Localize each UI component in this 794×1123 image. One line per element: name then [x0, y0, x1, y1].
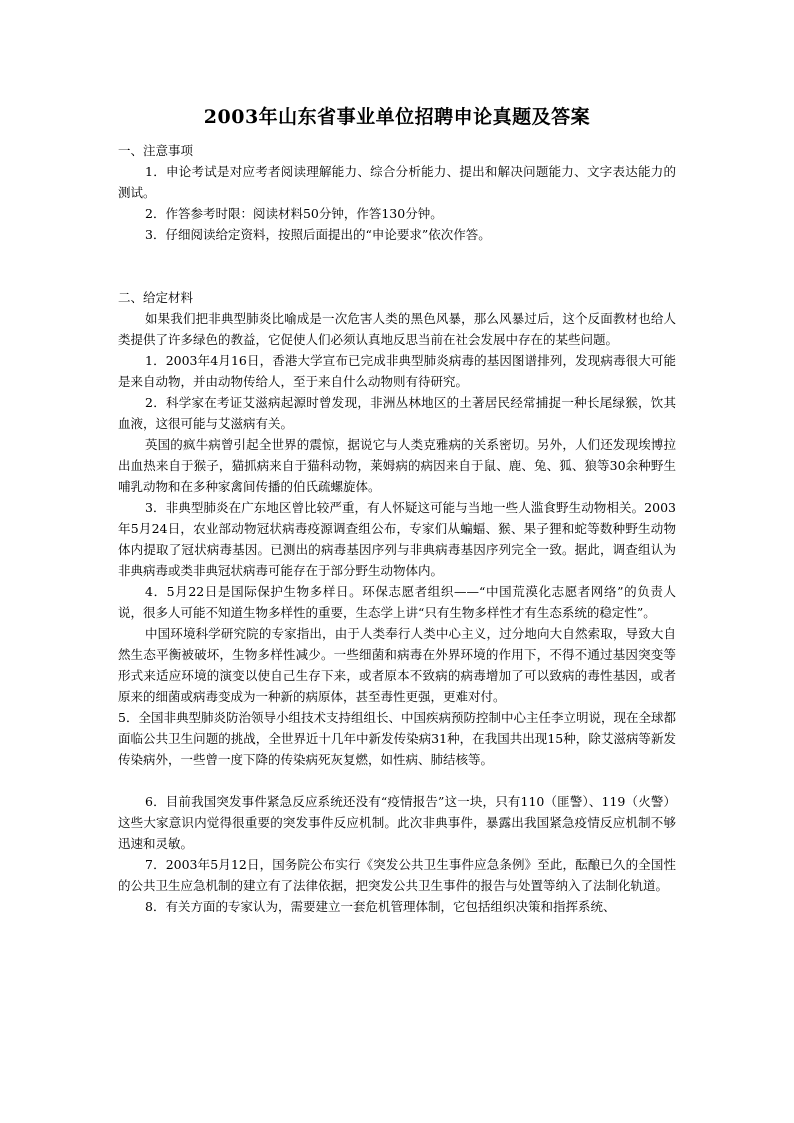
spacer	[118, 245, 676, 287]
document-title: 2003年山东省事业单位招聘申论真题及答案	[203, 106, 591, 128]
material-paragraph: 4．5月22日是国际保护生物多样日。环保志愿者组织——“中国荒漠化志愿者网络”的负责人说，很多人可能不知道生物多样性的重要，生态学上讲“只有生物多样性才有生态系统的稳定性”。	[118, 584, 676, 620]
material-paragraph: 3．非典型肺炎在广东地区曾比较严重，有人怀疑这可能与当地一些人滥食野生动物相关。2003年5月24日，农业部动物冠状病毒疫源调查组公布，专家们从蝙蝠、猴、果子狸和蛇等数种野生动物体内提取了冠状病毒基因。已测出的病毒基因序列与非典病毒基因序列完全一致。据此，调查组认为非典病毒或类非典冠状病毒可能存在于部分野生动物体内。	[118, 500, 676, 578]
note-item: 2．作答参考时限：阅读材料50分钟，作答130分钟。	[145, 206, 443, 221]
note-item: 3．仔细阅读给定资料，按照后面提出的“申论要求”依次作答。	[145, 227, 491, 242]
material-paragraph: 中国环境科学研究院的专家指出，由于人类奉行人类中心主义，过分地向大自然索取，导致大自然生态平衡被破坏，生物多样性减少。一些细菌和病毒在外界环境的作用下，不得不通过基因突变等形式来适应环境的演变以使自己生存下来，或者原本不致病的病毒增加了可以致病的毒性基因，或者原来的细菌或病毒变成为一种新的病原体，甚至毒性更强，更难对付。	[118, 626, 676, 704]
note-item: 1．申论考试是对应考者阅读理解能力、综合分析能力、提出和解决问题能力、文字表达能力的测试。	[118, 164, 676, 200]
material-paragraph: 英国的疯牛病曾引起全世界的震惊，据说它与人类克雅病的关系密切。另外，人们还发现埃博拉出血热来自于猴子，猫抓病来自于猫科动物，莱姆病的病因来自于鼠、鹿、兔、狐、狼等30余种野生哺乳动物和在多种家禽间传播的伯氏疏螺旋体。	[118, 437, 676, 494]
material-paragraph: 如果我们把非典型肺炎比喻成是一次危害人类的黑色风暴，那么风暴过后，这个反面教材也给人类提供了许多绿色的教益，它促使人们必须认真地反思当前在社会发展中存在的某些问题。	[118, 311, 676, 347]
material-paragraph: 6．目前我国突发事件紧急反应系统还没有“疫情报告”这一块，只有110（匪警）、119（火警）这些大家意识内觉得很重要的突发事件反应机制。此次非典事件，暴露出我国紧急疫情反应机制不够迅速和灵敏。	[118, 794, 676, 851]
material-paragraph: 1．2003年4月16日，香港大学宣布已完成非典型肺炎病毒的基因图谱排列，发现病毒很大可能是来自动物，并由动物传给人，至于来自什么动物则有待研究。	[118, 353, 676, 389]
material-paragraph: 8．有关方面的专家认为，需要建立一套危机管理体制，它包括组织决策和指挥系统、	[145, 899, 616, 914]
section-heading-notes: 一、注意事项	[118, 143, 194, 158]
document-body	[118, 140, 676, 917]
section-heading-materials: 二、给定材料	[118, 290, 194, 305]
material-paragraph: 5．全国非典型肺炎防治领导小组技术支持组组长、中国疾病预防控制中心主任李立明说，现在全球都面临公共卫生问题的挑战，全世界近十几年中新发传染病31种，在我国共出现15种，除艾滋病等新发传染病外，一些曾一度下降的传染病死灰复燃，如性病、肺结核等。	[118, 710, 676, 767]
material-paragraph: 7．2003年5月12日，国务院公布实行《突发公共卫生事件应急条例》至此，酝酿已久的全国性的公共卫生应急机制的建立有了法律依据，把突发公共卫生事件的报告与处置等纳入了法制化轨道。	[118, 857, 676, 893]
material-paragraph: 2．科学家在考证艾滋病起源时曾发现，非洲丛林地区的土著居民经常捕捉一种长尾绿猴，饮其血液，这很可能与艾滋病有关。	[118, 395, 676, 431]
spacer	[118, 770, 676, 791]
